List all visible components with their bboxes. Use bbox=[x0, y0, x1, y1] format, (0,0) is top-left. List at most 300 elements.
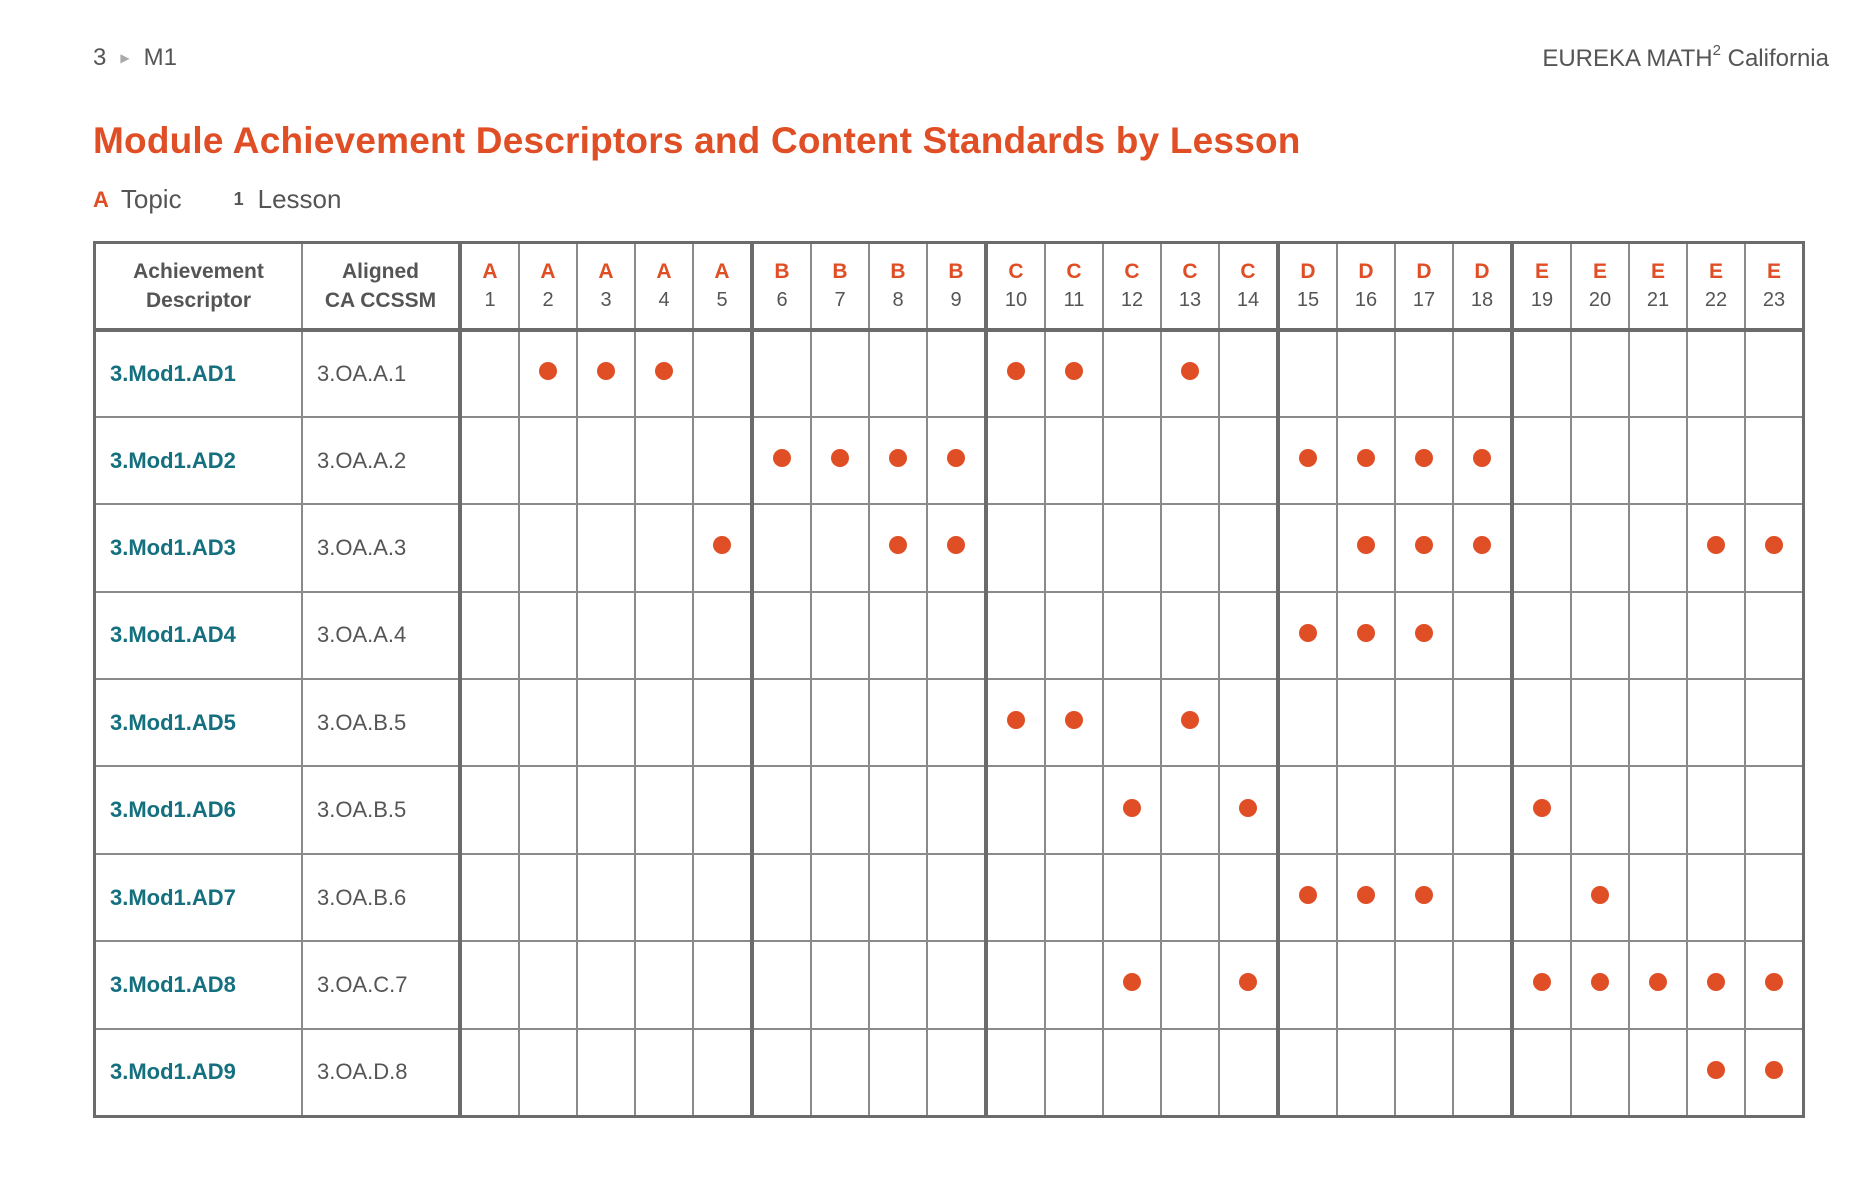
lesson-cell bbox=[693, 854, 752, 941]
lesson-cell bbox=[1395, 417, 1453, 504]
lesson-cell bbox=[1161, 1029, 1219, 1116]
lesson-cell bbox=[460, 766, 519, 853]
lesson-cell bbox=[752, 417, 811, 504]
lesson-cell bbox=[519, 417, 577, 504]
lesson-cell bbox=[869, 766, 927, 853]
brand-superscript: 2 bbox=[1712, 42, 1721, 59]
alignment-dot-icon bbox=[597, 362, 615, 380]
lesson-cell bbox=[1687, 941, 1745, 1028]
table-row bbox=[95, 679, 1804, 766]
lesson-cell bbox=[1219, 854, 1278, 941]
lesson-cell bbox=[1045, 1029, 1103, 1116]
lesson-number: 22 bbox=[1704, 288, 1728, 311]
lesson-cell bbox=[869, 679, 927, 766]
alignment-dot-icon bbox=[947, 536, 965, 554]
lesson-cell bbox=[1337, 679, 1395, 766]
lesson-header bbox=[635, 243, 693, 330]
lesson-cell bbox=[1687, 417, 1745, 504]
topic-letter: A bbox=[714, 259, 730, 283]
alignment-dot-icon bbox=[1123, 799, 1141, 817]
lesson-cell bbox=[693, 417, 752, 504]
lesson-cell bbox=[869, 592, 927, 679]
lesson-cell bbox=[1278, 330, 1337, 417]
lesson-cell bbox=[752, 592, 811, 679]
lesson-cell bbox=[1161, 679, 1219, 766]
lesson-cell bbox=[1161, 417, 1219, 504]
topic-letter: D bbox=[1358, 259, 1374, 283]
lesson-header bbox=[986, 243, 1045, 330]
lesson-cell bbox=[1045, 330, 1103, 417]
lesson-number: 17 bbox=[1412, 288, 1436, 311]
lesson-cell bbox=[1337, 854, 1395, 941]
lesson-cell bbox=[1571, 854, 1629, 941]
lesson-cell bbox=[693, 1029, 752, 1116]
achievement-descriptor: 3.Mod1.AD7 bbox=[95, 854, 303, 941]
lesson-header bbox=[460, 243, 519, 330]
lesson-cell bbox=[1103, 941, 1161, 1028]
lesson-cell bbox=[927, 679, 986, 766]
lesson-cell bbox=[1745, 592, 1804, 679]
table-body bbox=[95, 330, 1804, 1117]
lesson-header bbox=[1453, 243, 1512, 330]
breadcrumb bbox=[93, 44, 177, 72]
lesson-header bbox=[752, 243, 811, 330]
table-row bbox=[95, 417, 1804, 504]
lesson-number: 2 bbox=[542, 288, 554, 311]
lesson-number: 4 bbox=[658, 288, 670, 311]
lesson-cell bbox=[460, 592, 519, 679]
lesson-cell bbox=[869, 941, 927, 1028]
lesson-cell bbox=[1161, 854, 1219, 941]
lesson-number: 21 bbox=[1646, 288, 1670, 311]
alignment-dot-icon bbox=[1299, 624, 1317, 642]
lesson-number: 19 bbox=[1530, 288, 1554, 311]
lesson-cell bbox=[869, 504, 927, 591]
lesson-cell bbox=[1453, 766, 1512, 853]
lesson-cell bbox=[1629, 679, 1687, 766]
lesson-cell bbox=[635, 679, 693, 766]
alignment-dot-icon bbox=[1123, 973, 1141, 991]
topic-letter: A bbox=[598, 259, 614, 283]
lesson-header bbox=[927, 243, 986, 330]
lesson-header bbox=[1395, 243, 1453, 330]
alignment-dot-icon bbox=[1357, 449, 1375, 467]
header-std-line1: Aligned bbox=[342, 259, 419, 283]
lesson-cell bbox=[1745, 330, 1804, 417]
lesson-cell bbox=[1045, 766, 1103, 853]
lesson-cell bbox=[1161, 330, 1219, 417]
lesson-cell bbox=[986, 766, 1045, 853]
alignment-dot-icon bbox=[1065, 711, 1083, 729]
topic-letter: B bbox=[890, 259, 906, 283]
lesson-cell bbox=[1512, 941, 1571, 1028]
lesson-cell bbox=[1103, 679, 1161, 766]
lesson-cell bbox=[1629, 1029, 1687, 1116]
lesson-cell bbox=[1103, 592, 1161, 679]
page-title: Module Achievement Descriptors and Content Standards by Lesson bbox=[93, 120, 1301, 161]
lesson-cell bbox=[577, 854, 635, 941]
lesson-cell bbox=[693, 330, 752, 417]
lesson-cell bbox=[1395, 504, 1453, 591]
alignment-dot-icon bbox=[1357, 536, 1375, 554]
lesson-cell bbox=[869, 417, 927, 504]
lesson-cell bbox=[1219, 766, 1278, 853]
alignment-dot-icon bbox=[1415, 886, 1433, 904]
lesson-cell bbox=[693, 941, 752, 1028]
lesson-cell bbox=[577, 592, 635, 679]
lesson-cell bbox=[986, 592, 1045, 679]
lesson-cell bbox=[1687, 592, 1745, 679]
lesson-cell bbox=[1453, 330, 1512, 417]
lesson-number: 23 bbox=[1762, 288, 1786, 311]
lesson-number: 14 bbox=[1236, 288, 1260, 311]
lesson-cell bbox=[811, 941, 869, 1028]
achievement-descriptor: 3.Mod1.AD4 bbox=[95, 592, 303, 679]
lesson-cell bbox=[1219, 417, 1278, 504]
lesson-cell bbox=[869, 1029, 927, 1116]
lesson-cell bbox=[811, 504, 869, 591]
lesson-cell bbox=[1278, 417, 1337, 504]
lesson-cell bbox=[1278, 592, 1337, 679]
lesson-cell bbox=[1745, 1029, 1804, 1116]
lesson-cell bbox=[986, 1029, 1045, 1116]
lesson-cell bbox=[1278, 679, 1337, 766]
lesson-cell bbox=[577, 941, 635, 1028]
topic-letter: B bbox=[948, 259, 964, 283]
lesson-number: 13 bbox=[1178, 288, 1202, 311]
alignment-dot-icon bbox=[1007, 711, 1025, 729]
lesson-number: 6 bbox=[776, 288, 788, 311]
lesson-header bbox=[1103, 243, 1161, 330]
lesson-cell bbox=[1045, 592, 1103, 679]
lesson-cell bbox=[460, 854, 519, 941]
lesson-cell bbox=[1571, 766, 1629, 853]
header-achievement-descriptor bbox=[95, 243, 303, 330]
table-header-row bbox=[95, 243, 1804, 330]
lesson-cell bbox=[1219, 592, 1278, 679]
topic-letter: A bbox=[482, 259, 498, 283]
aligned-standard: 3.OA.A.2 bbox=[302, 417, 460, 504]
lesson-cell bbox=[519, 504, 577, 591]
lesson-cell bbox=[1571, 417, 1629, 504]
lesson-cell bbox=[752, 679, 811, 766]
lesson-cell bbox=[1395, 941, 1453, 1028]
brand-name: EUREKA MATH bbox=[1542, 45, 1713, 72]
aligned-standard: 3.OA.B.5 bbox=[302, 679, 460, 766]
lesson-cell bbox=[927, 417, 986, 504]
lesson-header bbox=[1629, 243, 1687, 330]
lesson-cell bbox=[1745, 766, 1804, 853]
lesson-cell bbox=[927, 592, 986, 679]
lesson-header bbox=[869, 243, 927, 330]
lesson-cell bbox=[1161, 592, 1219, 679]
lesson-cell bbox=[1745, 679, 1804, 766]
achievement-descriptor: 3.Mod1.AD6 bbox=[95, 766, 303, 853]
lesson-cell bbox=[1219, 941, 1278, 1028]
topic-letter: D bbox=[1300, 259, 1316, 283]
standards-table bbox=[93, 241, 1805, 1118]
lesson-cell bbox=[1571, 592, 1629, 679]
lesson-number: 7 bbox=[834, 288, 846, 311]
lesson-header bbox=[1745, 243, 1804, 330]
lesson-cell bbox=[1512, 592, 1571, 679]
lesson-number: 11 bbox=[1063, 288, 1085, 311]
lesson-header bbox=[1045, 243, 1103, 330]
lesson-cell bbox=[1045, 679, 1103, 766]
lesson-cell bbox=[1219, 1029, 1278, 1116]
lesson-cell bbox=[577, 417, 635, 504]
lesson-cell bbox=[1161, 504, 1219, 591]
header-desc-line2: Descriptor bbox=[145, 288, 252, 312]
lesson-cell bbox=[577, 766, 635, 853]
lesson-cell bbox=[1512, 330, 1571, 417]
lesson-cell bbox=[927, 941, 986, 1028]
lesson-header bbox=[1337, 243, 1395, 330]
lesson-cell bbox=[752, 1029, 811, 1116]
lesson-cell bbox=[752, 504, 811, 591]
topic-letter: D bbox=[1474, 259, 1490, 283]
lesson-cell bbox=[635, 504, 693, 591]
lesson-cell bbox=[460, 941, 519, 1028]
lesson-cell bbox=[1512, 417, 1571, 504]
lesson-cell bbox=[1337, 504, 1395, 591]
lesson-cell bbox=[519, 592, 577, 679]
lesson-cell bbox=[1278, 854, 1337, 941]
lesson-cell bbox=[1278, 941, 1337, 1028]
topic-letter: C bbox=[1182, 259, 1198, 283]
lesson-cell bbox=[986, 417, 1045, 504]
lesson-cell bbox=[1337, 941, 1395, 1028]
lesson-number: 1 bbox=[484, 288, 496, 311]
lesson-cell bbox=[1161, 766, 1219, 853]
lesson-cell bbox=[1337, 766, 1395, 853]
lesson-header bbox=[519, 243, 577, 330]
alignment-dot-icon bbox=[1707, 973, 1725, 991]
lesson-cell bbox=[1161, 941, 1219, 1028]
alignment-dot-icon bbox=[1239, 799, 1257, 817]
lesson-cell bbox=[1278, 504, 1337, 591]
lesson-cell bbox=[1571, 1029, 1629, 1116]
lesson-cell bbox=[811, 766, 869, 853]
lesson-cell bbox=[1395, 1029, 1453, 1116]
lesson-cell bbox=[1745, 941, 1804, 1028]
alignment-dot-icon bbox=[1765, 1061, 1783, 1079]
lesson-number: 16 bbox=[1354, 288, 1378, 311]
aligned-standard: 3.OA.D.8 bbox=[302, 1029, 460, 1116]
lesson-cell bbox=[1103, 854, 1161, 941]
lesson-cell bbox=[519, 766, 577, 853]
lesson-cell bbox=[1395, 330, 1453, 417]
topic-letter: C bbox=[1008, 259, 1024, 283]
alignment-dot-icon bbox=[1239, 973, 1257, 991]
lesson-cell bbox=[635, 417, 693, 504]
lesson-cell bbox=[1512, 504, 1571, 591]
alignment-dot-icon bbox=[539, 362, 557, 380]
aligned-standard: 3.OA.A.1 bbox=[302, 330, 460, 417]
lesson-cell bbox=[460, 1029, 519, 1116]
lesson-cell bbox=[635, 854, 693, 941]
lesson-cell bbox=[752, 330, 811, 417]
alignment-dot-icon bbox=[713, 536, 731, 554]
topic-letter: B bbox=[832, 259, 848, 283]
lesson-cell bbox=[811, 417, 869, 504]
achievement-descriptor: 3.Mod1.AD8 bbox=[95, 941, 303, 1028]
brand-region: California bbox=[1727, 45, 1829, 72]
topic-letter: A bbox=[540, 259, 556, 283]
lesson-cell bbox=[1687, 504, 1745, 591]
aligned-standard: 3.OA.A.3 bbox=[302, 504, 460, 591]
lesson-cell bbox=[519, 1029, 577, 1116]
lesson-cell bbox=[752, 854, 811, 941]
topic-letter: E bbox=[1650, 259, 1665, 283]
lesson-cell bbox=[519, 854, 577, 941]
lesson-cell bbox=[811, 592, 869, 679]
lesson-cell bbox=[1745, 504, 1804, 591]
lesson-cell bbox=[1453, 679, 1512, 766]
alignment-dot-icon bbox=[1707, 1061, 1725, 1079]
lesson-cell bbox=[1453, 592, 1512, 679]
lesson-header bbox=[1687, 243, 1745, 330]
achievement-descriptor: 3.Mod1.AD2 bbox=[95, 417, 303, 504]
lesson-number: 18 bbox=[1470, 288, 1494, 311]
lesson-cell bbox=[1103, 504, 1161, 591]
lesson-cell bbox=[811, 330, 869, 417]
lesson-cell bbox=[1687, 330, 1745, 417]
lesson-cell bbox=[986, 330, 1045, 417]
lesson-cell bbox=[1571, 679, 1629, 766]
alignment-dot-icon bbox=[655, 362, 673, 380]
alignment-dot-icon bbox=[1065, 362, 1083, 380]
lesson-cell bbox=[519, 941, 577, 1028]
alignment-dot-icon bbox=[1415, 624, 1433, 642]
lesson-cell bbox=[1395, 679, 1453, 766]
alignment-dot-icon bbox=[947, 449, 965, 467]
header-aligned-standard bbox=[302, 243, 460, 330]
lesson-cell bbox=[1629, 504, 1687, 591]
lesson-header bbox=[693, 243, 752, 330]
lesson-cell bbox=[1629, 592, 1687, 679]
lesson-number: 20 bbox=[1588, 288, 1612, 311]
alignment-dot-icon bbox=[1533, 799, 1551, 817]
table-row bbox=[95, 854, 1804, 941]
lesson-cell bbox=[635, 1029, 693, 1116]
lesson-cell bbox=[1453, 417, 1512, 504]
alignment-dot-icon bbox=[1765, 536, 1783, 554]
alignment-dot-icon bbox=[1533, 973, 1551, 991]
lesson-cell bbox=[1103, 1029, 1161, 1116]
lesson-cell bbox=[1687, 766, 1745, 853]
topic-letter: C bbox=[1124, 259, 1140, 283]
lesson-cell bbox=[1687, 679, 1745, 766]
lesson-cell bbox=[927, 330, 986, 417]
lesson-cell bbox=[1687, 1029, 1745, 1116]
breadcrumb-separator-icon: ▶ bbox=[120, 51, 130, 65]
topic-letter: C bbox=[1066, 259, 1082, 283]
alignment-dot-icon bbox=[1591, 973, 1609, 991]
legend-lesson-label: Lesson bbox=[257, 184, 342, 214]
lesson-header bbox=[1512, 243, 1571, 330]
alignment-dot-icon bbox=[1357, 624, 1375, 642]
lesson-cell bbox=[693, 679, 752, 766]
lesson-cell bbox=[1453, 504, 1512, 591]
lesson-header bbox=[577, 243, 635, 330]
alignment-dot-icon bbox=[889, 536, 907, 554]
achievement-descriptor: 3.Mod1.AD1 bbox=[95, 330, 303, 417]
lesson-cell bbox=[811, 679, 869, 766]
lesson-cell bbox=[635, 941, 693, 1028]
alignment-dot-icon bbox=[1007, 362, 1025, 380]
alignment-dot-icon bbox=[1473, 536, 1491, 554]
lesson-cell bbox=[1045, 417, 1103, 504]
alignment-dot-icon bbox=[1181, 711, 1199, 729]
lesson-number: 5 bbox=[716, 288, 728, 311]
lesson-cell bbox=[927, 766, 986, 853]
alignment-dot-icon bbox=[1415, 536, 1433, 554]
topic-letter: E bbox=[1592, 259, 1607, 283]
lesson-cell bbox=[1337, 1029, 1395, 1116]
topic-letter: E bbox=[1766, 259, 1781, 283]
lesson-cell bbox=[869, 854, 927, 941]
aligned-standard: 3.OA.C.7 bbox=[302, 941, 460, 1028]
lesson-cell bbox=[1453, 854, 1512, 941]
alignment-dot-icon bbox=[1765, 973, 1783, 991]
legend-lesson-key: 1 bbox=[233, 189, 244, 209]
lesson-cell bbox=[752, 766, 811, 853]
lesson-cell bbox=[1278, 766, 1337, 853]
header-std-line2: CA CCSSM bbox=[324, 288, 437, 312]
alignment-dot-icon bbox=[1473, 449, 1491, 467]
lesson-number: 10 bbox=[1004, 288, 1028, 311]
lesson-cell bbox=[1629, 941, 1687, 1028]
lesson-cell bbox=[1512, 766, 1571, 853]
lesson-cell bbox=[927, 1029, 986, 1116]
header-desc-line1: Achievement bbox=[133, 259, 264, 283]
aligned-standard: 3.OA.B.5 bbox=[302, 766, 460, 853]
brand-label bbox=[1542, 44, 1829, 73]
lesson-number: 8 bbox=[892, 288, 904, 311]
lesson-cell bbox=[1745, 854, 1804, 941]
lesson-cell bbox=[1629, 417, 1687, 504]
topic-letter: E bbox=[1708, 259, 1723, 283]
topic-letter: C bbox=[1240, 259, 1256, 283]
lesson-cell bbox=[811, 854, 869, 941]
lesson-cell bbox=[693, 504, 752, 591]
lesson-cell bbox=[1571, 330, 1629, 417]
alignment-dot-icon bbox=[1299, 886, 1317, 904]
lesson-cell bbox=[460, 679, 519, 766]
lesson-cell bbox=[1045, 941, 1103, 1028]
lesson-cell bbox=[693, 766, 752, 853]
lesson-number: 12 bbox=[1120, 288, 1144, 311]
alignment-dot-icon bbox=[1299, 449, 1317, 467]
alignment-dot-icon bbox=[773, 449, 791, 467]
lesson-cell bbox=[577, 504, 635, 591]
lesson-cell bbox=[1103, 330, 1161, 417]
lesson-cell bbox=[1453, 941, 1512, 1028]
legend bbox=[93, 184, 341, 215]
lesson-cell bbox=[1571, 941, 1629, 1028]
lesson-cell bbox=[1512, 854, 1571, 941]
lesson-cell bbox=[1219, 330, 1278, 417]
table-row bbox=[95, 766, 1804, 853]
legend-topic-label: Topic bbox=[120, 184, 182, 214]
lesson-cell bbox=[1219, 504, 1278, 591]
table-row bbox=[95, 330, 1804, 417]
lesson-cell bbox=[1337, 417, 1395, 504]
lesson-number: 15 bbox=[1296, 288, 1320, 311]
lesson-cell bbox=[1045, 854, 1103, 941]
table-row bbox=[95, 941, 1804, 1028]
